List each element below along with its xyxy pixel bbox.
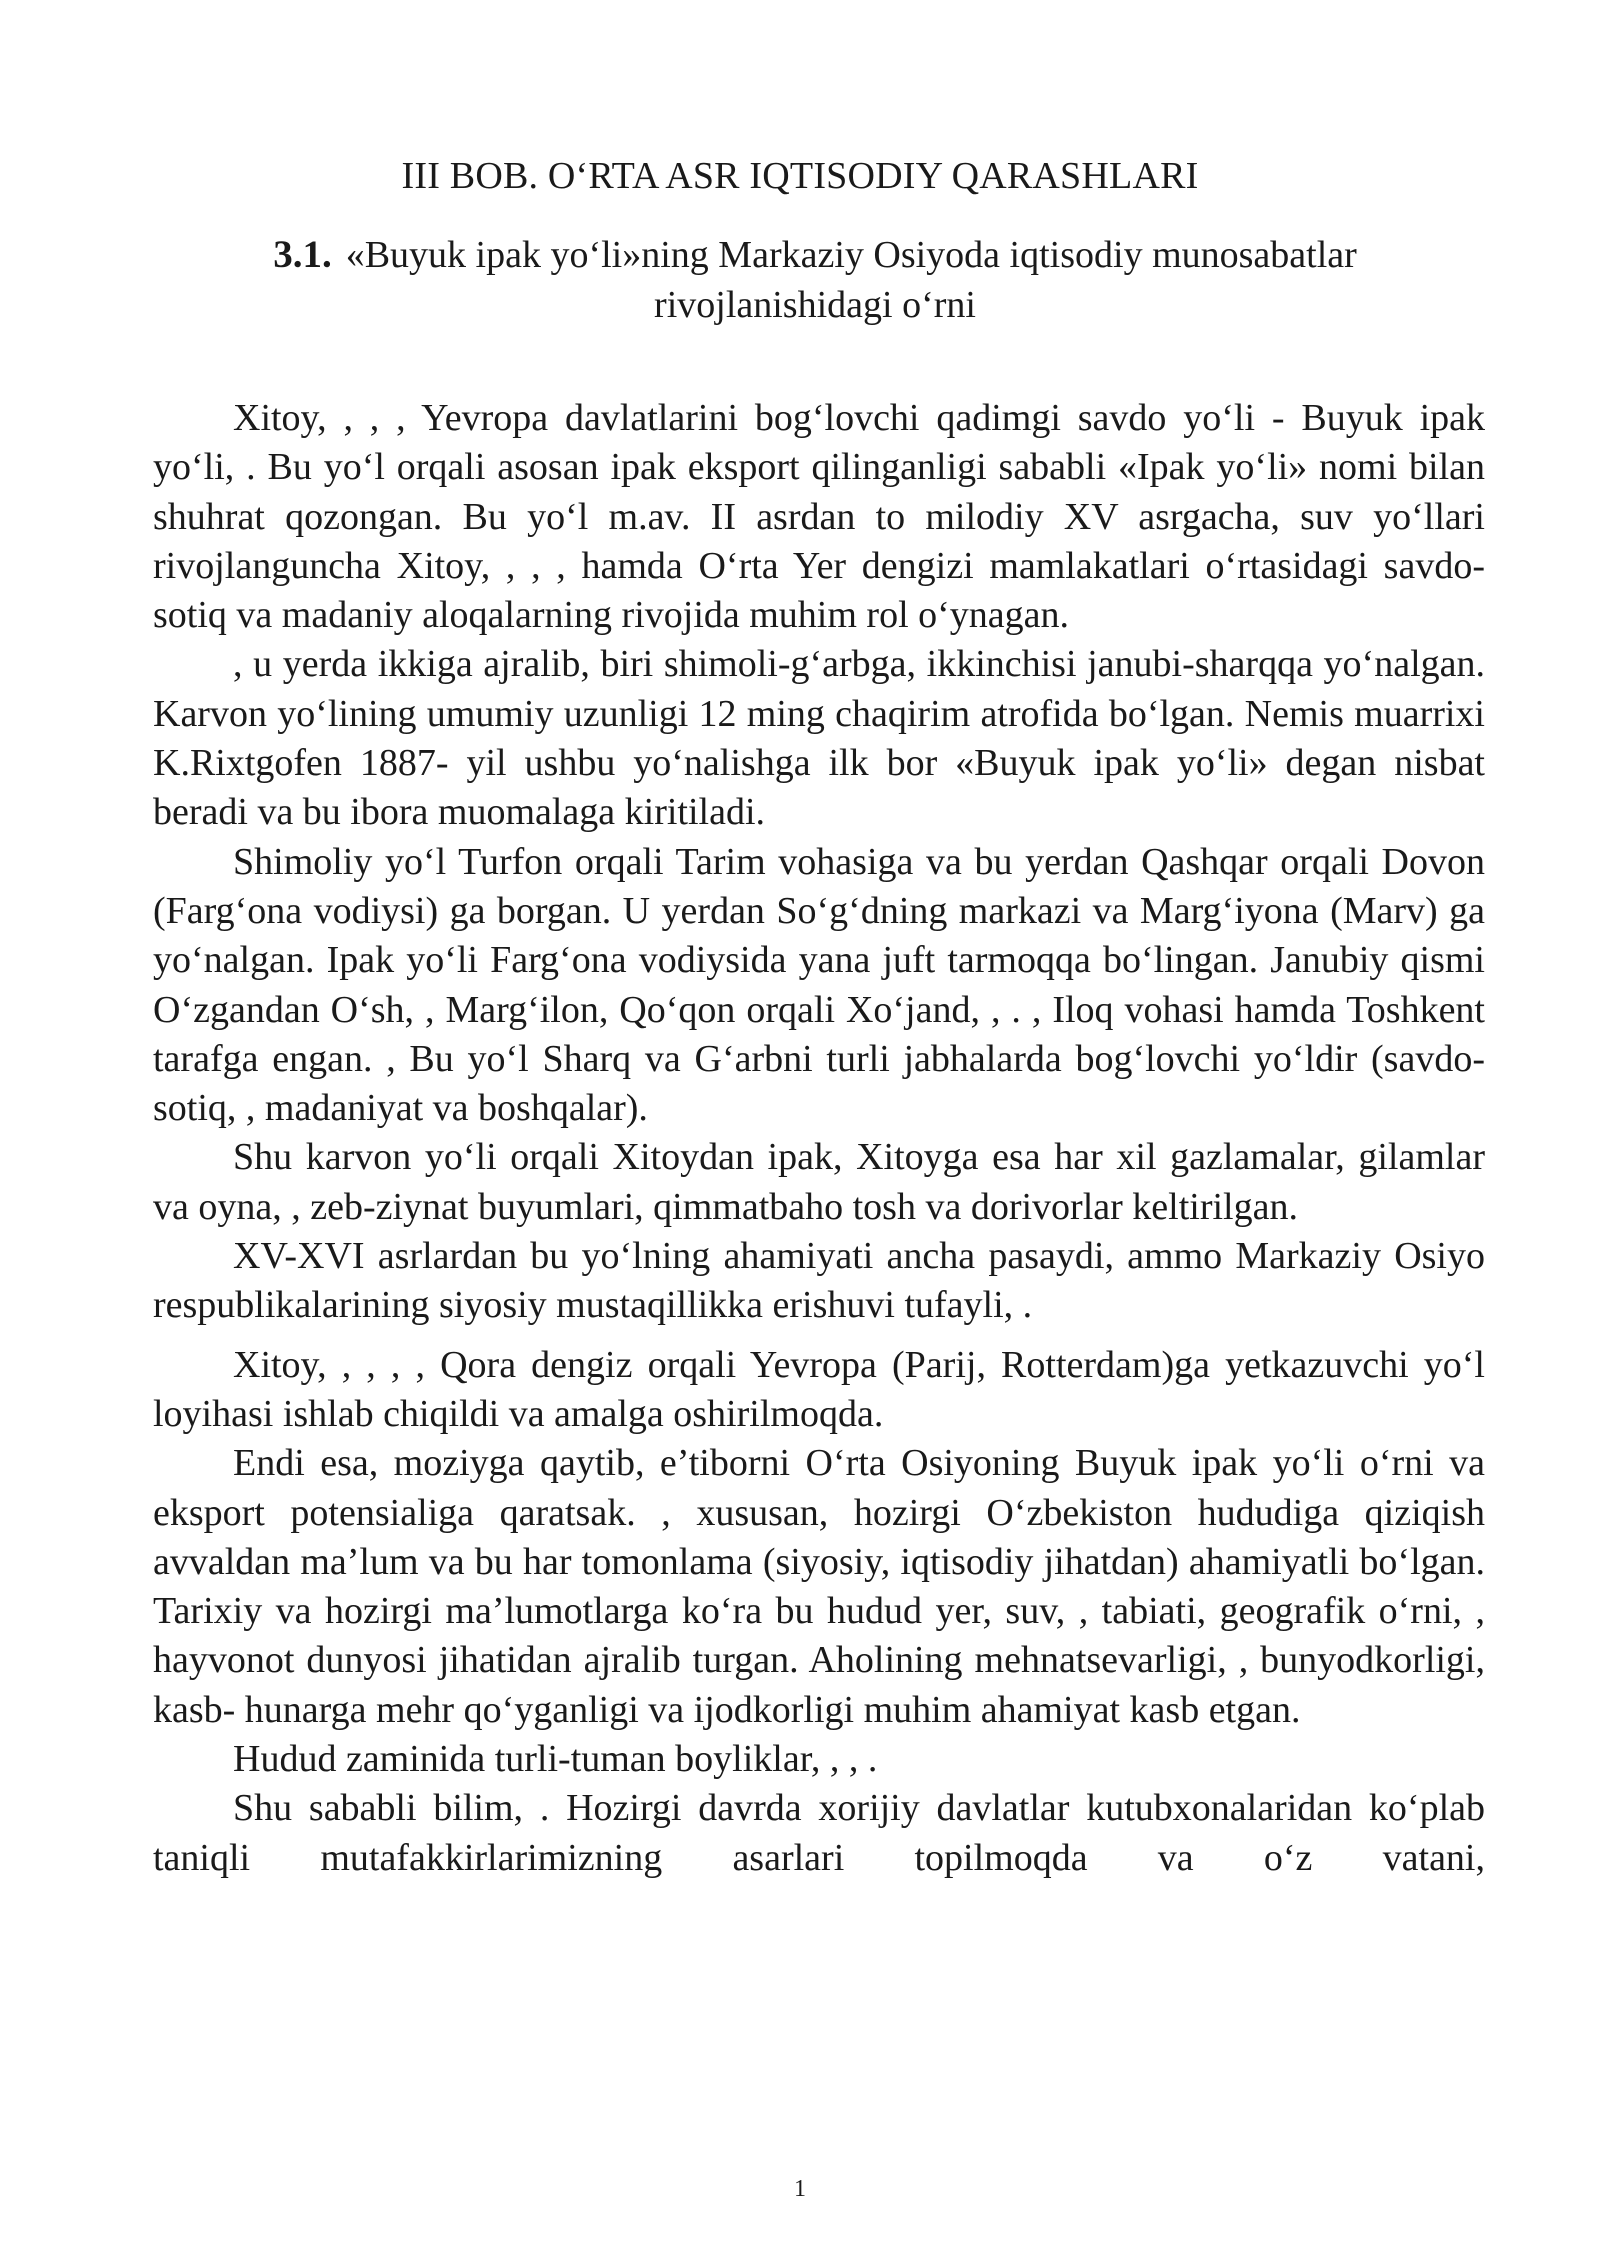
paragraph: Hudud zaminida turli-tuman boyliklar, , , . <box>233 1738 878 1781</box>
paragraph: Xitoy, , , , , Qora dengiz orqali Yevropa (Parij, Rotterdam)ga yetkazuvchi yo‘l loyihasi ishlab chiqildi va amalga oshirilmoqda. <box>153 1343 1485 1435</box>
body-text <box>153 394 1485 1883</box>
chapter-title: III BOB. O‘RTA ASR IQTISODIY QARASHLARI <box>401 155 1199 197</box>
page-number: 1 <box>794 2176 806 2202</box>
paragraph: Xitoy, , , , Yevropa davlatlarini bog‘lovchi qadimgi savdo yo‘li - Buyuk ipak yo‘li, . Bu yo‘l orqali asosan ipak eksport qilinganligi sababli «Ipak yo‘li» nomi bilan shuhrat qozongan. Bu yo‘l m.av. II asrdan to milodiy XV asrgacha, suv yo‘llari rivojlanguncha Xitoy, , , , hamda O‘rta Yer dengizi mamlakatlari o‘rtasidagi savdo-sotiq va madaniy aloqalarning rivojida muhim rol o‘ynagan. <box>153 397 1485 637</box>
paragraph: XV-XVI asrlardan bu yo‘lning ahamiyati ancha pasaydi, ammo Markaziy Osiyo respublikalarining siyosiy mustaqillikka erishuvi tufayli, . <box>153 1235 1485 1327</box>
paragraph: , u yerda ikkiga ajralib, biri shimoli-g‘arbga, ikkinchisi janubi-sharqqa yo‘nalgan. Karvon yo‘lining umumiy uzunligi 12 ming chaqirim atrofida bo‘lgan. Nemis muarrixi K.Rixtgofen 1887- yil ushbu yo‘nalishga ilk bor «Buyuk ipak yo‘li» degan nisbat beradi va bu ibora muomalaga kiritiladi. <box>153 643 1485 834</box>
paragraph: Shimoliy yo‘l Turfon orqali Tarim vohasiga va bu yerdan Qashqar orqali Dovon (Farg‘ona vodiysi) ga borgan. U yerdan So‘g‘dning markazi va Marg‘iyona (Marv) ga yo‘nalgan. Ipak yo‘li Farg‘ona vodiysida yana juft tarmoqqa bo‘lingan. Janubiy qismi O‘zgandan O‘sh, , Marg‘ilon, Qo‘qon orqali Xo‘jand, , . , Iloq vohasi hamda Toshkent tarafga engan. , Bu yo‘l Sharq va G‘arbni turli jabhalarda bog‘lovchi yo‘ldir (savdo-sotiq, , madaniyat va boshqalar). <box>153 840 1485 1130</box>
paragraph: Endi esa, moziyga qaytib, e’tiborni O‘rta Osiyoning Buyuk ipak yo‘li o‘rni va eksport potensialiga qaratsak. , xususan, hozirgi O‘zbekiston hududiga qiziqish avvaldan ma’lum va bu har tomonlama (siyosiy, iqtisodiy jihatdan) ahamiyatli bo‘lgan. Tarixiy va hozirgi ma’lumotlarga ko‘ra bu hudud yer, suv, , tabiati, geografik o‘rni, , hayvonot dunyosi jihatidan ajralib turgan. Aholining mehnatsevarligi, , bunyodkorligi, kasb- hunarga mehr qo‘yganligi va ijodkorligi muhim ahamiyat kasb etgan. <box>153 1442 1485 1731</box>
paragraph: Shu sababli bilim, . Hozirgi davrda xorijiy davlatlar kutubxonalaridan ko‘plab taniqli mutafakkirlarimizning asarlari topilmoqda va o‘z vatani, <box>153 1787 1485 1879</box>
section-number: 3.1. <box>273 233 332 276</box>
section-heading <box>200 230 1430 330</box>
section-title: «Buyuk ipak yo‘li»ning Markaziy Osiyoda iqtisodiy munosabatlar rivojlanishidagi o‘rni <box>345 234 1357 326</box>
paragraph: Shu karvon yo‘li orqali Xitoydan ipak, Xitoyga esa har xil gazlamalar, gilamlar va oyna, , zeb-ziynat buyumlari, qimmatbaho tosh va dorivorlar keltirilgan. <box>153 1136 1485 1228</box>
